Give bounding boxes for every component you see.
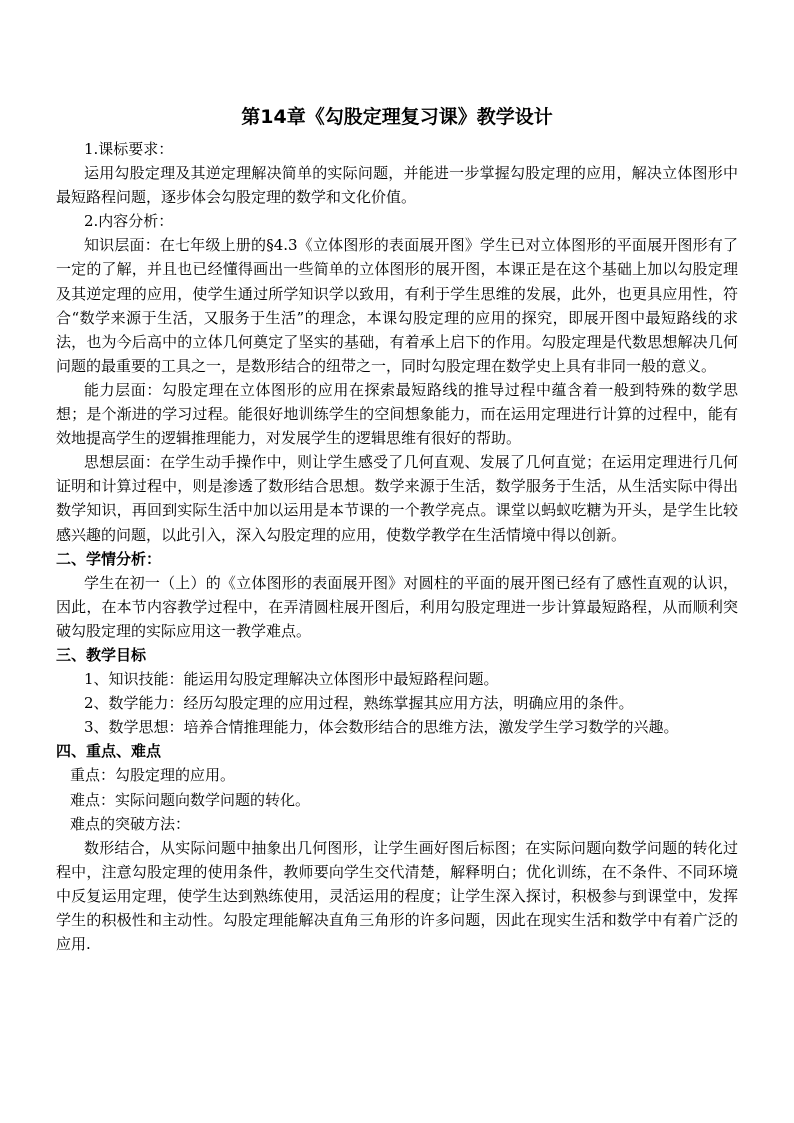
section-heading-curriculum: 1.课标要求：: [84, 140, 174, 158]
key-point: 重点：勾股定理的应用。: [70, 766, 236, 785]
objective-item: 1、知识技能：能运用勾股定理解决立体图形中最短路程问题。: [84, 670, 499, 689]
paragraph-knowledge-level: 知识层面：在七年级上册的§4.3《立体图形的表面展开图》学生已对立体图形的平面展开图形有了一定的了解，并且也已经懂得画出一些简单的立体图形的展开图，本课正是在这个基础上加以勾股定理及其逆定理的应用，使学生通过所学知识学以致用，有利于学生思维的发展，此外，也更具应用性，符合“数学来源于生活，又服务于生活”的理念，本课勾股定理的应用的探究，即展开图中最短路线的求法，也为今后高中的立体几何奠定了坚实的基础，有着承上启下的作用。勾股定理是代数思想解决几何问题的最重要的工具之一，是数形结合的纽带之一，同时勾股定理在数学史上具有非同一般的意义。: [56, 236, 738, 375]
breakthrough-method-label: 难点的突破方法：: [70, 814, 191, 833]
paragraph-thinking-level: 思想层面：在学生动手操作中，则让学生感受了几何直观、发展了几何直觉；在运用定理进行几何证明和计算过程中，则是渗透了数形结合思想。数学来源于生活，数学服务于生活，从生活实际中得出数学知识，再回到实际生活中加以运用是本节课的一个教学亮点。课堂以蚂蚁吃糖为开头，是学生比较感兴趣的问题，以此引入，深入勾股定理的应用，使数学教学在生活情境中得以创新。: [56, 453, 738, 544]
page-title: 第14章《勾股定理复习课》教学设计: [241, 106, 553, 128]
objective-item: 2、数学能力：经历勾股定理的应用过程，熟练掌握其应用方法，明确应用的条件。: [84, 694, 634, 713]
document-body: [56, 137, 738, 956]
paragraph-learner-analysis: 学生在初一（上）的《立体图形的表面展开图》对圆柱的平面的展开图已经有了感性直观的认识，因此，在本节内容教学过程中，在弄清圆柱展开图后，利用勾股定理进一步计算最短路程，从而顺利突破勾股定理的实际应用这一教学难点。: [56, 573, 738, 640]
section-heading-key-points: 四、重点、难点: [56, 742, 162, 761]
difficult-point: 难点：实际问题向数学问题的转化。: [70, 790, 311, 809]
paragraph-breakthrough-method: 数形结合，从实际问题中抽象出几何图形，让学生画好图后标图；在实际问题向数学问题的转化过程中，注意勾股定理的使用条件，教师要向学生交代清楚，解释明白；优化训练，在不条件、不同环境中反复运用定理，使学生达到熟练使用，灵活运用的程度；让学生深入探讨，积极参与到课堂中，发挥学生的积极性和主动性。勾股定理能解决直角三角形的许多问题，因此在现实生活和数学中有着广泛的应用.: [56, 838, 738, 954]
section-heading-learner-analysis: 二、学情分析：: [56, 549, 162, 568]
section-heading-content-analysis: 2.内容分析：: [84, 212, 174, 231]
paragraph-ability-level: 能力层面：勾股定理在立体图形的应用在探索最短路线的推导过程中蕴含着一般到特殊的数学思想；是个渐进的学习过程。能很好地训练学生的空间想象能力，而在运用定理进行计算的过程中，能有效地提高学生的逻辑推理能力，对发展学生的逻辑思维有很好的帮助。: [56, 380, 738, 448]
objective-item: 3、数学思想：培养合情推理能力，体会数形结合的思维方法，激发学生学习数学的兴趣。: [84, 718, 679, 737]
paragraph-curriculum: 运用勾股定理及其逆定理解决简单的实际问题，并能进一步掌握勾股定理的应用，解决立体图形中最短路程问题，逐步体会勾股定理的数学和文化价值。: [56, 164, 738, 207]
section-heading-objectives: 三、教学目标: [56, 645, 147, 664]
document-page: [56, 0, 738, 1123]
